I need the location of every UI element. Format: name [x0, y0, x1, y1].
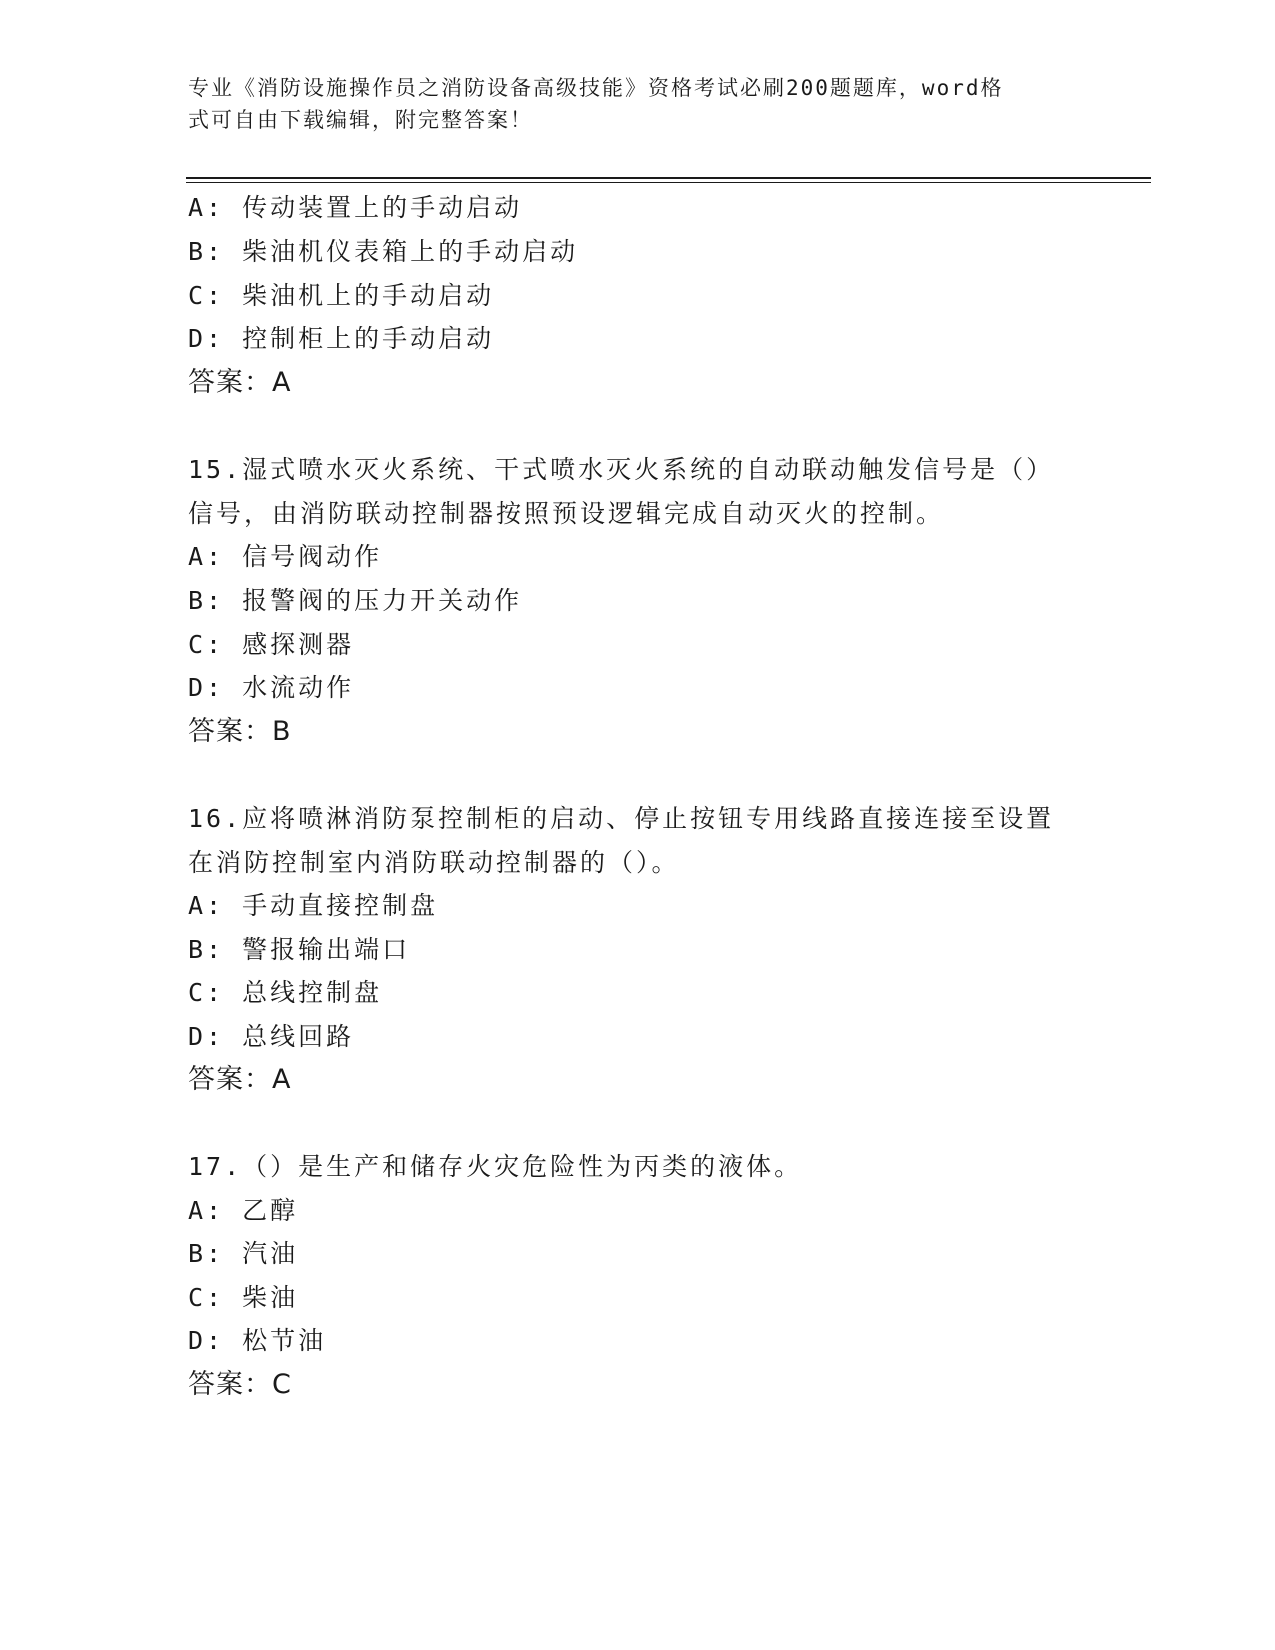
header-divider-thick [186, 177, 1151, 179]
header-divider-thin [186, 182, 1151, 183]
q16-option-c: C: 总线控制盘 [188, 978, 383, 1007]
q17-answer: 答案：C [188, 1369, 292, 1400]
q14-answer: 答案：A [188, 367, 292, 398]
q15-option-b: B: 报警阀的压力开关动作 [188, 586, 523, 615]
q17-option-a: A: 乙醇 [188, 1196, 299, 1225]
q14-option-d: D: 控制柜上的手动启动 [188, 324, 495, 353]
document-header [188, 72, 1088, 136]
q15-option-c: C: 感探测器 [188, 630, 355, 659]
q16-option-a: A: 手动直接控制盘 [188, 891, 439, 920]
q14-option-b: B: 柴油机仪表箱上的手动启动 [188, 237, 579, 266]
q15-option-a: A: 信号阀动作 [188, 542, 383, 571]
header-line-1: 专业《消防设施操作员之消防设备高级技能》资格考试必刷200题题库，word格 [188, 76, 1004, 100]
q16-option-d: D: 总线回路 [188, 1022, 355, 1051]
q17-stem-line-1: 17.（）是生产和储存火灾危险性为丙类的液体。 [188, 1152, 803, 1181]
q15-stem-line-2: 信号，由消防联动控制器按照预设逻辑完成自动灭火的控制。 [188, 499, 945, 528]
q14-option-c: C: 柴油机上的手动启动 [188, 281, 495, 310]
q16-option-b: B: 警报输出端口 [188, 935, 411, 964]
q15-option-d: D: 水流动作 [188, 673, 355, 702]
q17-option-c: C: 柴油 [188, 1283, 299, 1312]
q15-answer: 答案：B [188, 716, 292, 747]
q15-stem-line-1: 15.湿式喷水灭火系统、干式喷水灭火系统的自动联动触发信号是（） [188, 455, 1055, 484]
q16-stem-line-1: 16.应将喷淋消防泵控制柜的启动、停止按钮专用线路直接连接至设置 [188, 804, 1055, 833]
header-line-2: 式可自由下载编辑，附完整答案！ [188, 108, 533, 132]
q17-option-b: B: 汽油 [188, 1239, 299, 1268]
q16-answer: 答案：A [188, 1064, 292, 1095]
q14-option-a: A: 传动装置上的手动启动 [188, 193, 523, 222]
q16-stem-line-2: 在消防控制室内消防联动控制器的（）。 [188, 848, 680, 877]
q17-option-d: D: 松节油 [188, 1326, 327, 1355]
